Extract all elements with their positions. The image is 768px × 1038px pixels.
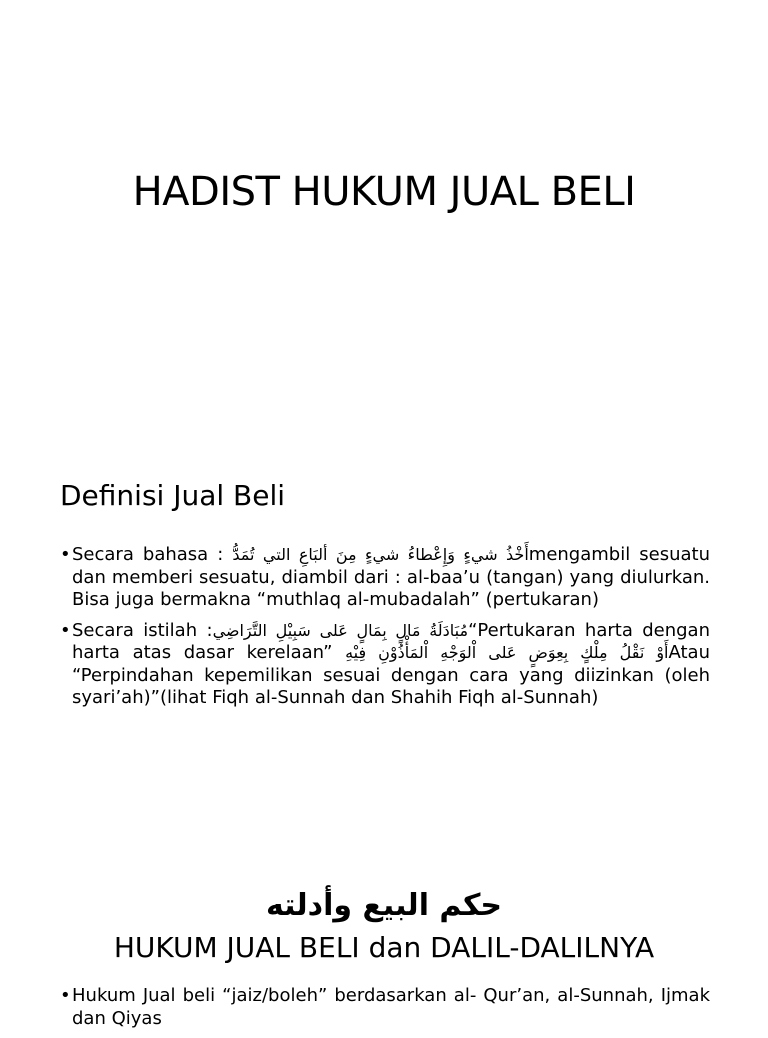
section-heading-definisi: Definisi Jual Beli — [60, 479, 286, 512]
arabic-text: أَخْذُ شيءٍ وَإِعْطاءُ شيءٍ مِنَ ألبَاعِ التي تُمَدُّ — [232, 545, 529, 564]
bullet-text: “Pertukaran harta dengan harta atas dasar kerelaan” — [72, 619, 710, 663]
hukum-bullet-list — [60, 985, 710, 1038]
bullet-text-2: Atau “Perpindahan kepemilikan sesuai dengan cara yang diizinkan (oleh syari’ah)”(lihat Fiqh al-Sunnah dan Shahih Fiqh al-Sunnah) — [72, 642, 710, 708]
arabic-heading: حكم البيع وأدلته — [265, 888, 503, 923]
bullet-prefix: Secara bahasa : — [72, 544, 224, 565]
slide-title: HADIST HUKUM JUAL BELI — [132, 169, 636, 215]
section-heading-hukum: HUKUM JUAL BELI dan DALIL-DALILNYA — [113, 931, 655, 964]
bullet-secara-bahasa — [60, 544, 710, 612]
bullet-prefix: Secara istilah : — [72, 619, 213, 641]
bullet-dot-icon: • — [60, 619, 71, 641]
bullet-secara-istilah — [60, 620, 710, 710]
bullet-dot-icon: • — [60, 985, 71, 1006]
bullet-text: Hukum Jual beli “jaiz/boleh” berdasarkan al- Qur’an, al-Sunnah, Ijmak dan Qiyas — [72, 985, 710, 1029]
bullet-hukum — [60, 985, 710, 1030]
definition-bullet-list — [60, 544, 710, 718]
arabic-text: مُبَادَلَةُ مَالٍ بِمَالٍ عَلى سَبِيْلِ التَّرَاضِي — [212, 620, 469, 640]
arabic-text-2: أَوْ نَقْلُ مِلْكٍ بِعِوَضٍ عَلى اْلوَجْهِ اْلمَأْذُوْنِ فِيْهِ — [345, 643, 669, 662]
bullet-text: mengambil sesuatu dan memberi sesuatu, diambil dari : al-baa’u (tangan) yang diulurkan. Bisa juga bermakna “muthlaq al-mubadalah” (pertukaran) — [72, 544, 711, 610]
bullet-dot-icon: • — [60, 544, 71, 565]
